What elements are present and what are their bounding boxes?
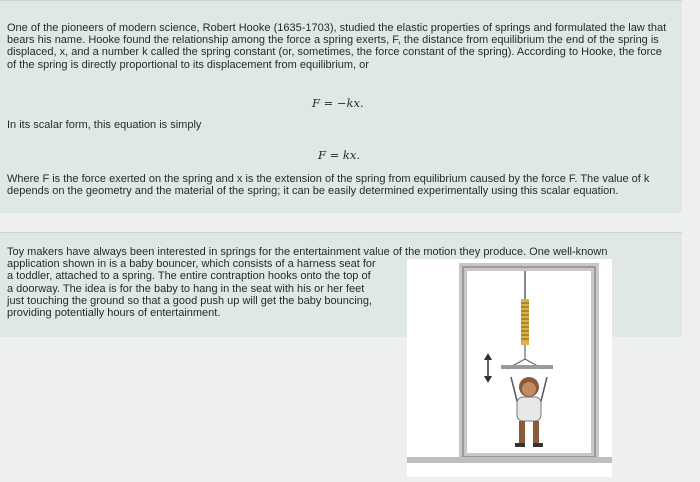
door-frame-outline [463, 267, 595, 457]
spring-coil [521, 299, 529, 345]
floor [407, 457, 612, 463]
baby-bouncer-figure [407, 259, 612, 477]
bounce-arrow-icon [484, 353, 492, 383]
baby-bouncer-illustration [407, 259, 612, 477]
toy-first-line: Toy makers have always been interested in springs for the entertainment value of the motion they produce. One well-known [7, 246, 608, 258]
intro-paragraph: One of the pioneers of modern science, Robert Hooke (1635-1703), studied the elastic properties of springs and formulated the law that bears his name. Hooke found the relationship among the force a spring exerts, F, the distance from equilibrium the end of the spring is displaced, x, and a number k called the spring constant (or, sometimes, the force constant of the spring). According to Hooke, the force of the spring is directly proportional to its displacement from equilibrium, or [7, 22, 667, 71]
scalar-intro-text: In its scalar form, this equation is simply [7, 119, 202, 131]
harness-bar [501, 365, 553, 369]
vector-equation: F = −kx. [312, 96, 364, 110]
baby [511, 377, 547, 447]
toy-remaining-text: application shown in is a baby bouncer, which consists of a harness seat for a toddler, attached to a spring. The entire contraption hooks onto the top of a doorway. The idea is for the baby to hang in the seat with his or her feet just touching the ground so that a good push up will get the baby bouncing, providing potentially hours of entertainment. [7, 258, 376, 320]
door-frame [463, 267, 595, 457]
scalar-equation: F = kx. [318, 148, 361, 162]
definition-paragraph: Where F is the force exerted on the spring and x is the extension of the spring from equilibrium caused by the force F. The value of k depends on the geometry and the material of the spring; it can be easily determined experimentally using this scalar equation. [7, 173, 650, 198]
